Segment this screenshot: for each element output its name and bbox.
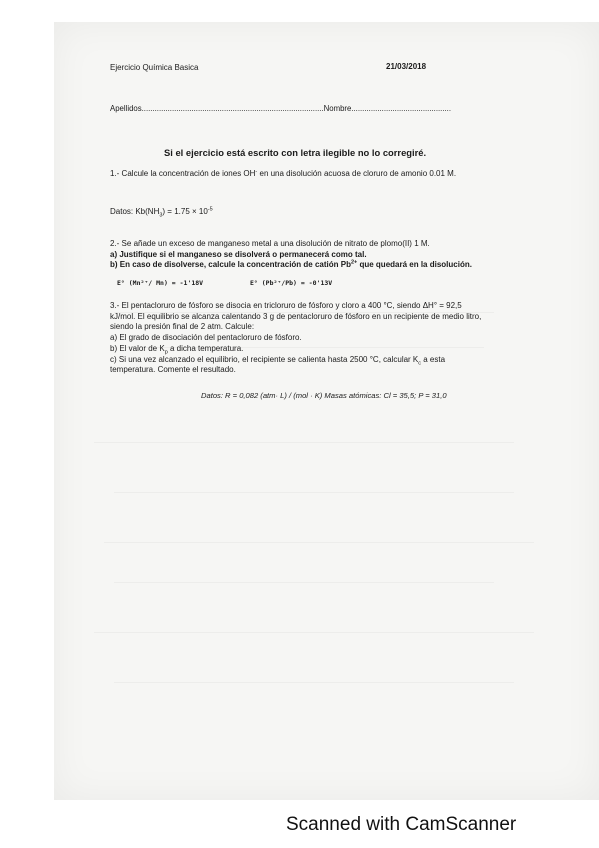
bleed-through-line	[94, 632, 534, 633]
q3-part-c-a: c) Si una vez alcanzado el equilibrio, el recipiente se calienta hasta 2500 °C, calcular K	[110, 354, 419, 364]
question-1-data	[110, 207, 484, 218]
question-3	[110, 301, 484, 376]
q2-line-3-a: b) En caso de disolverse, calcule la concentración de catión Pb	[110, 260, 351, 270]
name-label: Nombre	[323, 104, 352, 113]
handwritten-potential-mn: E° (Mn²⁺/ Mn) = -1'18V	[117, 279, 204, 287]
q3-part-c	[110, 355, 484, 376]
q1-datos-superscript: -5	[207, 206, 213, 213]
surnames-label: Apellidos	[110, 104, 142, 113]
q3-part-b	[110, 344, 484, 355]
question-3-data: Datos: R = 0,082 (atm· L) / (mol · K) Masas atómicas: Cl = 35,5; P = 31,0	[201, 391, 447, 400]
q3-part-b-a: b) El valor de K	[110, 343, 165, 353]
q1-datos-subscript: 3	[159, 212, 163, 219]
scanned-page	[54, 22, 599, 800]
q2-line-2: a) Justifique si el manganeso se disolverá o permanecerá como tal.	[110, 249, 367, 259]
q3-kp-subscript: p	[164, 349, 168, 356]
bleed-through-line	[114, 492, 514, 493]
q1-datos-a: Datos: Kb(NH	[110, 207, 160, 216]
surnames-blank: ....................................................................................	[141, 104, 324, 113]
handwritten-potential-pb: E° (Pb²⁺/Pb) = -0'13V	[250, 279, 333, 287]
q2-line-3-b: que quedará en la disolución.	[357, 260, 472, 270]
q1-text-a: 1.- Calcule la concentración de iones OH	[110, 169, 256, 178]
scanner-watermark: Scanned with CamScanner	[286, 814, 517, 835]
name-blank: ..............................................	[351, 104, 451, 113]
document-date: 21/03/2018	[386, 62, 427, 71]
document-title: Ejercicio Química Basica	[110, 63, 199, 72]
legibility-warning: Si el ejercicio está escrito con letra ilegible no lo corregiré.	[164, 147, 427, 158]
q3-part-c-b: a esta temperatura. Comente el resultado.	[110, 354, 446, 375]
bleed-through-line	[104, 542, 534, 543]
q3-kc-subscript: c	[418, 360, 422, 367]
question-2	[110, 239, 484, 271]
q3-part-a: a) El grado de disociación del pentacloruro de fósforo.	[110, 333, 302, 343]
q3-part-b-b: a dicha temperatura.	[167, 343, 244, 353]
q2-line-3	[110, 260, 484, 271]
bleed-through-line	[114, 582, 494, 583]
q3-intro: 3.- El pentacloruro de fósforo se disocia en tricloruro de fósforo y cloro a 400 °C, siendo ΔH° = 92,5 kJ/mol. El equilibrio se alcanza calentando 3 g de pentacloruro de fósforo en un recipiente de medio litro, siendo la presión final de 2 atm. Calcule:	[110, 301, 482, 332]
q2-superscript: 2+	[350, 259, 358, 266]
q1-datos-b: ) = 1.75 × 10	[162, 207, 208, 216]
bleed-through-line	[94, 442, 514, 443]
bleed-through-line	[114, 682, 514, 683]
q1-text-b: en una disolución acuosa de cloruro de amonio 0.01 M.	[257, 169, 457, 178]
name-fields	[110, 103, 451, 114]
q1-superscript: -	[255, 168, 258, 175]
question-1	[110, 169, 484, 180]
q2-line-1: 2.- Se añade un exceso de manganeso metal a una disolución de nitrato de plomo(II) 1 M.	[110, 239, 430, 248]
